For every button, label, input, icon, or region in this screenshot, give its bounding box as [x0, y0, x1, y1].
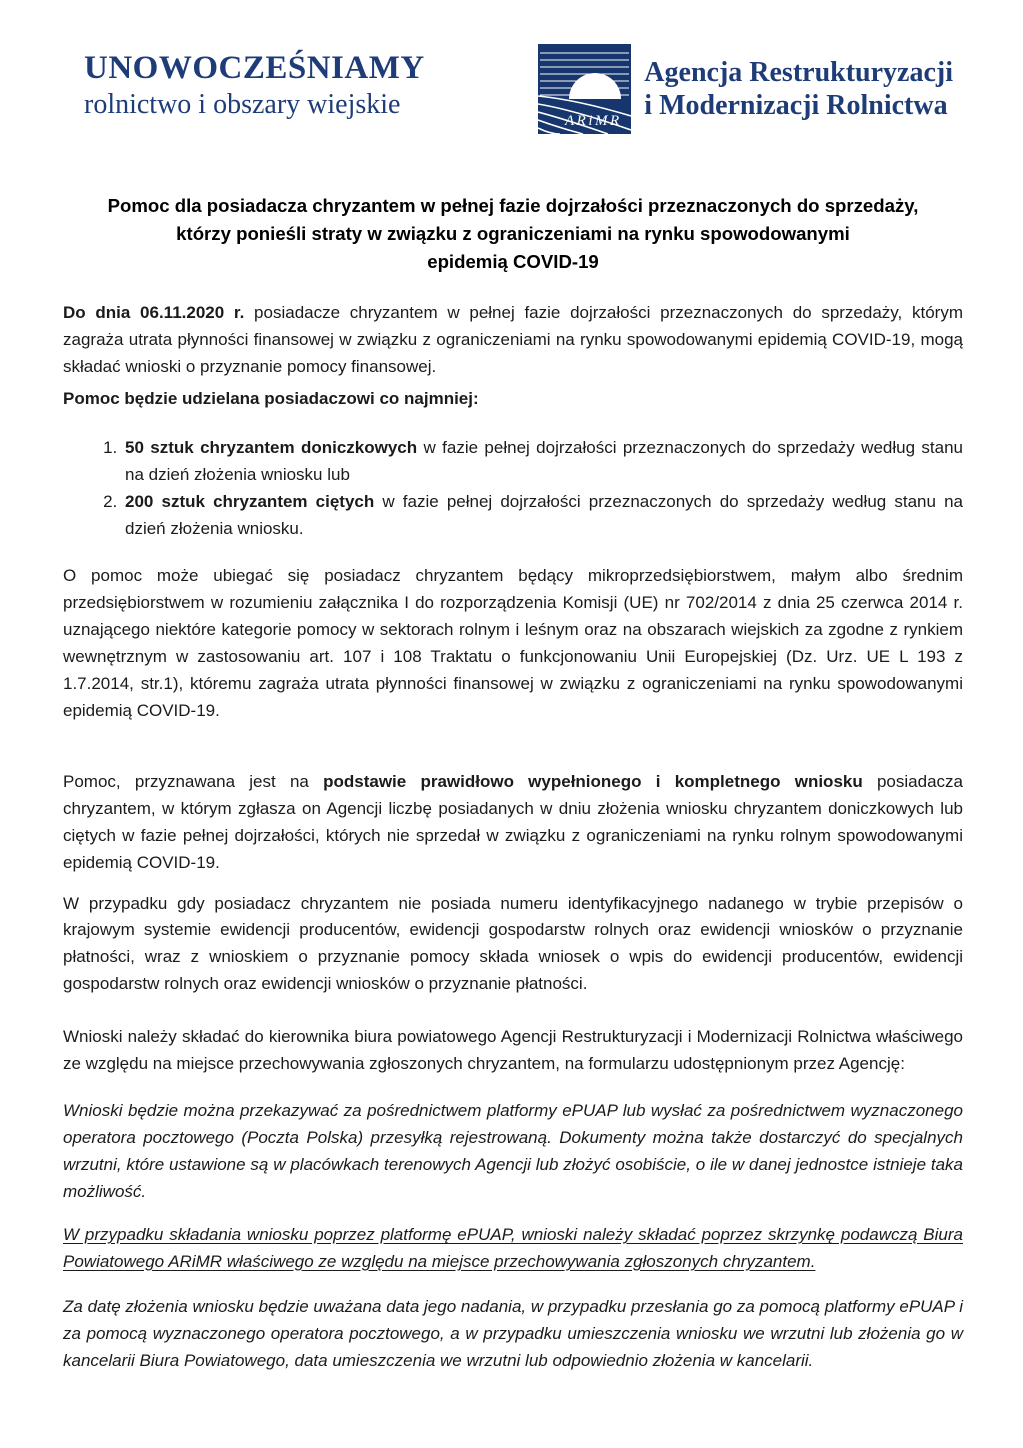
title-line-1: Pomoc dla posiadacza chryzantem w pełnej fazie dojrzałości przeznaczonych do sprzedaży, [107, 195, 919, 216]
paragraph-where-to-submit: Wnioski należy składać do kierownika biura powiatowego Agencji Restrukturyzacji i Modernizacji Rolnictwa właściwego ze względu na miejsce przechowywania zgłoszonych chryzantem, na formularzu udostępnionym przez Agencję: [63, 1027, 963, 1074]
page-title [63, 192, 963, 276]
paragraph-epuap-note: W przypadku składania wniosku poprzez platformę ePUAP, wnioski należy składać poprzez skrzynkę podawczą Biura Powiatowego ARiMR właściwego ze względu na miejsce przechowywania zgłoszonych chryzantem. [63, 1224, 963, 1271]
paragraph-deadline [63, 300, 963, 381]
text-run: posiadacze chryzantem w pełnej fazie dojrzałości przeznaczonych do sprzedaży, którym zagraża utrata płynności finansowej w związku z ograniczeniami na rynku spowodowanymi epidemią COVID-19, mogą składać wnioski o przyznanie pomocy finansowej. [63, 302, 963, 376]
bold-text-run: 50 sztuk chryzantem doniczkowych [125, 438, 418, 458]
paragraph-application-basis [63, 769, 963, 877]
agency-name-line1: Agencja Restrukturyzacji [644, 56, 953, 88]
arimr-logo-icon [538, 44, 631, 134]
title-line-3: epidemią COVID-19 [427, 250, 599, 272]
document-body [63, 300, 963, 1375]
paragraph-eligibility: O pomoc może ubiegać się posiadacz chryzantem będący mikroprzedsiębiorstwem, małym albo średnim przedsiębiorstwem w rozumieniu załącznika I do rozporządzenia Komisji (UE) nr 702/2014 z dnia 25 czerwca 2014 r. uznającego niektóre kategorie pomocy w sektorach rolnym i leśnym oraz na obszarach wiejskich za zgodne z rynkiem wewnętrznym w zastosowaniu art. 107 i 108 Traktatu o funkcjonowaniu Unii Europejskiej (Dz. Urz. UE L 193 z 1.7.2014, str.1), któremu zagraża utrata płynności finansowej w związku z ograniczeniami na rynku spowodowanymi epidemią COVID-19. [63, 566, 963, 720]
text-run: w fazie pełnej dojrzałości przeznaczonych do sprzedaży według stanu na dzień złożenia wniosku. [125, 492, 963, 539]
tagline-line1: UNOWOCZEŚNIAMY [84, 50, 425, 86]
paragraph-submission-date: Za datę złożenia wniosku będzie uważana data jego nadania, w przypadku przesłania go za pomocą platformy ePUAP i za pomocą wyznaczonego operatora pocztowego, a w przypadku umieszczenia wniosku we wrzutni lub złożenia go w kancelarii Biura Powiatowego, data umieszczenia we wrzutni lub odpowiednio złożenia w kancelarii. [63, 1296, 963, 1370]
bold-text-run: podstawie prawidłowo wypełnionego i kompletnego wniosku [323, 771, 863, 791]
paragraph-list-intro: Pomoc będzie udzielana posiadaczowi co najmniej: [63, 389, 479, 409]
brand-tagline [84, 50, 425, 123]
bold-text-run: Do dnia 06.11.2020 r. [63, 302, 255, 322]
document-header [63, 44, 963, 144]
paragraph-id-number: W przypadku gdy posiadacz chryzantem nie posiada numeru identyfikacyjnego nadanego w trybie przepisów o krajowym systemie ewidencji producentów, ewidencji gospodarstw rolnych oraz ewidencji wniosków o przyznanie płatności, wraz z wnioskiem o przyznanie pomocy składa wniosek o wpis do ewidencji producentów, ewidencji gospodarstw rolnych oraz ewidencji wniosków o przyznanie płatności. [63, 893, 963, 994]
eligibility-list [63, 435, 963, 543]
paragraph-submission-channels: Wnioski będzie można przekazywać za pośrednictwem platformy ePUAP lub wysłać za pośrednictwem wyznaczonego operatora pocztowego (Poczta Polska) przesyłką rejestrowaną. Dokumenty można także dostarczyć do specjalnych wrzutni, które ustawione są w placówkach terenowych Agencji lub złożyć osobiście, o ile w danej jednostce istnieje taka możliwość. [63, 1101, 963, 1201]
list-item-cut [122, 489, 963, 543]
bold-text-run: 200 sztuk chryzantem ciętych [125, 492, 375, 512]
list-item-potted [122, 435, 963, 489]
agency-name-line2: i Modernizacji Rolnictwa [644, 90, 948, 121]
agency-name [644, 56, 953, 122]
text-run: Pomoc, przyznawana jest na [63, 771, 324, 791]
text-run: posiadacza chryzantem, w którym zgłasza on Agencji liczbę posiadanych w dniu złożenia wniosku chryzantem doniczkowych lub ciętych w fazie pełnej dojrzałości, których nie sprzedał w związku z ograniczeniami na rynku rolnym spowodowanymi epidemią COVID-19. [63, 771, 963, 872]
text-run: w fazie pełnej dojrzałości przeznaczonych do sprzedaży według stanu na dzień złożenia wniosku lub [125, 438, 963, 485]
arimr-logo-word: ARiMR [565, 113, 622, 129]
title-line-2: którzy ponieśli straty w związku z ograniczeniami na rynku spowodowanymi [176, 222, 850, 244]
tagline-line2: rolnictwo i obszary wiejskie [84, 88, 401, 120]
agency-branding [538, 44, 953, 134]
